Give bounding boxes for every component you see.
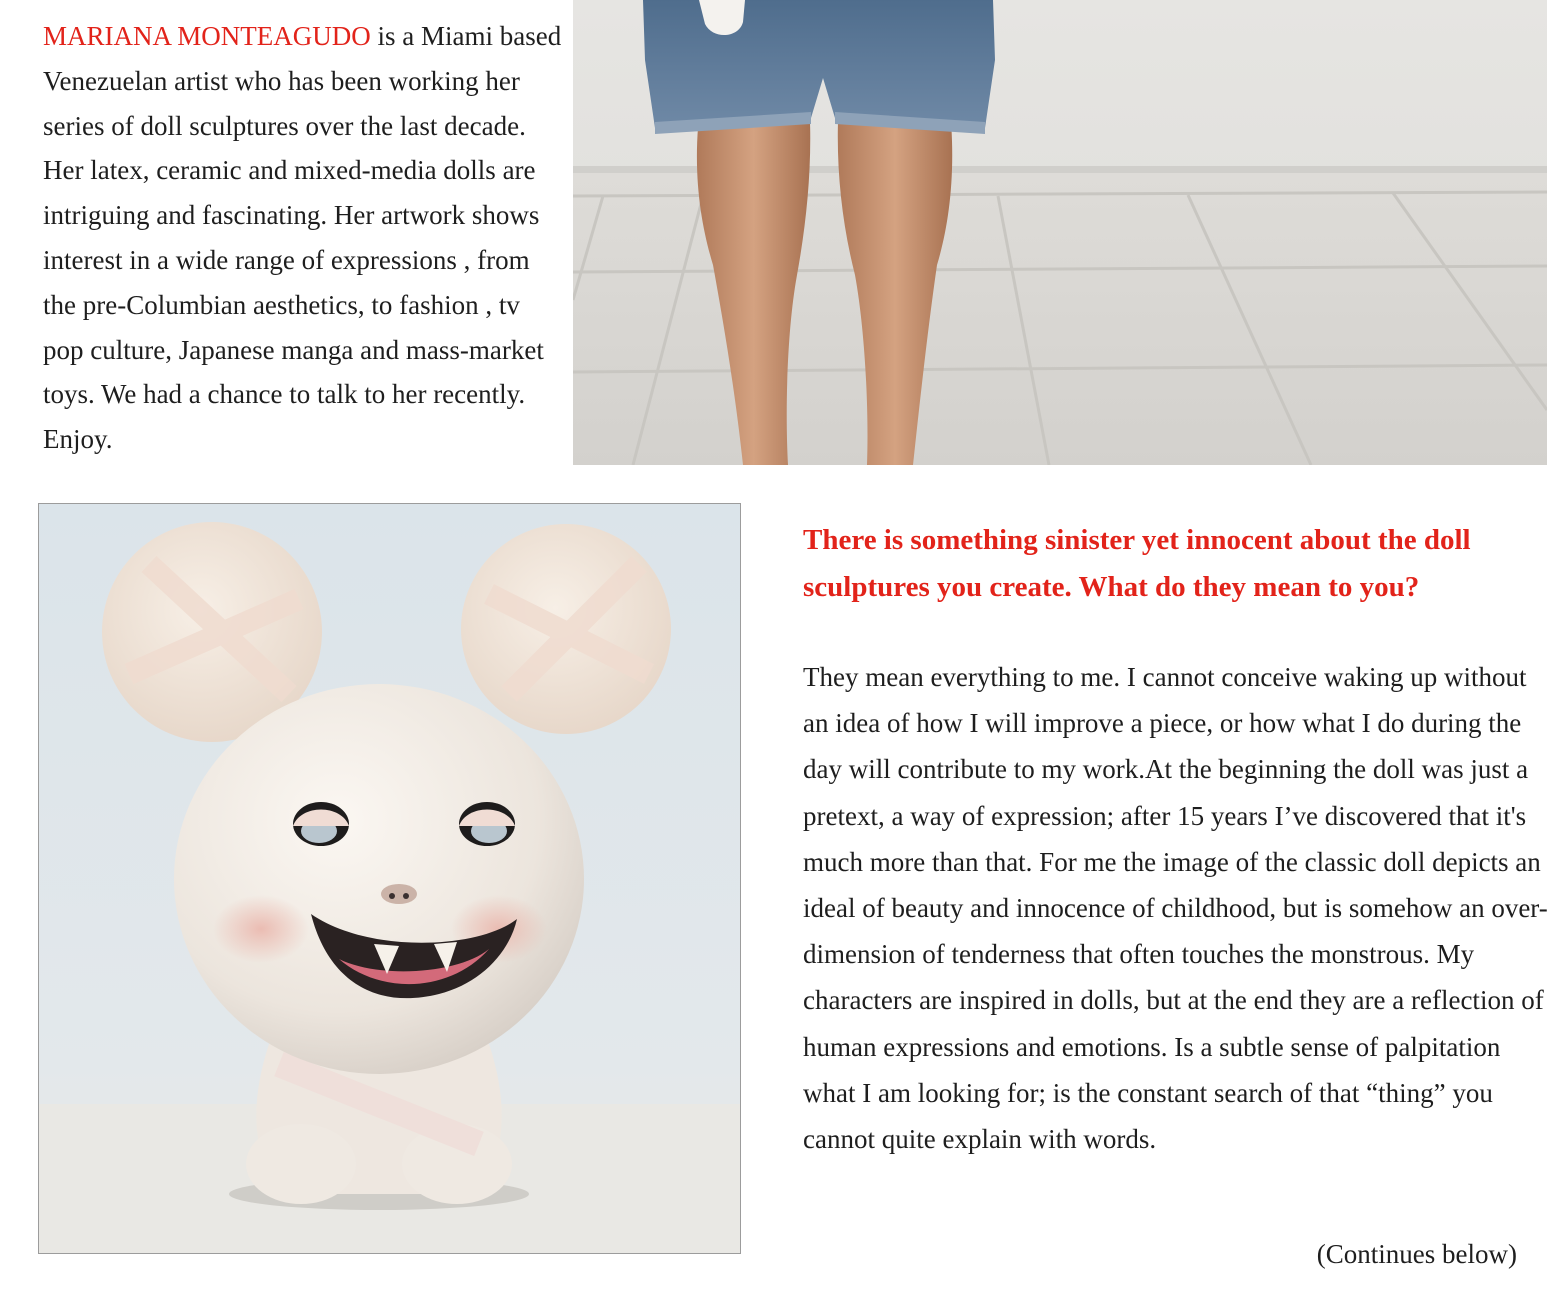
intro-text: is a Miami based Venezuelan artist who has been working her series of doll sculptures over the last decade. Her latex, ceramic and mixed-media dolls are intriguing and fascinating. Her artwork shows interest in a wide range of expressions , from the pre-Columbian aesthetics, to fashion , tv pop culture, Japanese manga and mass-market toys. We had a chance to talk to her recently. Enjoy. [43,21,562,455]
artist-name: MARIANA MONTEAGUDO [43,21,371,51]
interview-question: There is something sinister yet innocent about the doll sculptures you create. What do they mean to you? [803,524,1471,603]
continues-note: (Continues below) [1316,1239,1517,1269]
artist-photo [573,0,1547,465]
interview-answer: They mean everything to me. I cannot conceive waking up without an idea of how I will improve a piece, or how what I do during the day will contribute to my work.At the beginning the doll was just a pretext, a way of expression; after 15 years I’ve discovered that it's much more than that. For me the image of the classic doll depicts an ideal of beauty and innocence of childhood, but is somehow an over-dimension of tenderness that often touches the monstrous. My characters are inspired in dolls, but at the end they are a reflection of human expressions and emotions. Is a subtle sense of palpitation what I am looking for; is the constant search of that “thing” you cannot quite explain with words. [803,662,1548,1155]
intro-paragraph [43,14,563,462]
doll-sculpture-photo [38,503,741,1254]
